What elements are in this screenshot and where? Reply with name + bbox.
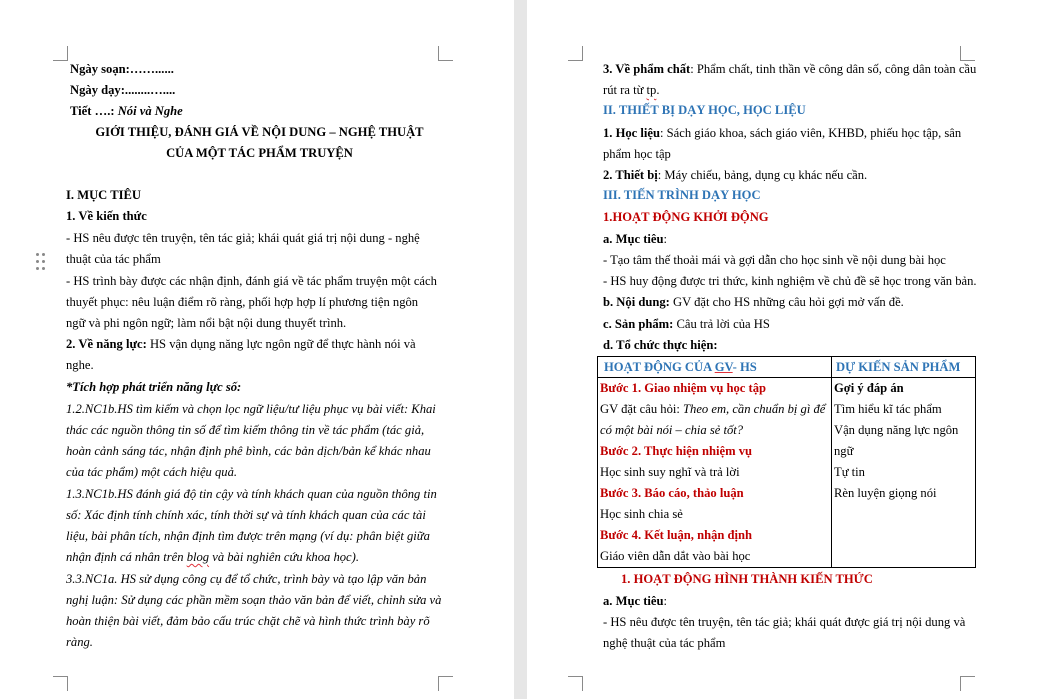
text-run: : (663, 594, 668, 608)
cell-line: có một bài nói – chia sẻ tốt? (600, 423, 744, 437)
paragraph-line: nghe. (66, 358, 94, 372)
paragraph-line (66, 549, 359, 565)
header-text: DỰ KIẾN SẢN PHẨM (836, 360, 961, 374)
san-pham-label: c. Sản phẩm: (603, 317, 674, 331)
section-heading: III. TIẾN TRÌNH DẠY HỌC (603, 188, 761, 202)
table-row (598, 378, 976, 568)
table-header-cell (598, 357, 832, 378)
paragraph-line (66, 336, 416, 352)
section-heading: I. MỤC TIÊU (66, 188, 141, 202)
header-text (598, 357, 831, 377)
tiet-value: Nói và Nghe (117, 104, 183, 118)
thiet-bi-label: 2. Thiết bị (603, 168, 658, 182)
paragraph-line: 1.3.NC1b.HS đánh giá độ tin cậy và tính khách quan của nguồn thông tin (66, 487, 437, 501)
section-heading: II. THIẾT BỊ DẠY HỌC, HỌC LIỆU (603, 103, 806, 117)
paragraph-line (603, 61, 976, 77)
paragraph-line (603, 294, 904, 310)
paragraph-line (603, 231, 667, 247)
activity-heading: 1.HOẠT ĐỘNG KHỞI ĐỘNG (603, 210, 769, 224)
cell-line: Rèn luyện giọng nói (834, 486, 937, 500)
page-gutter (514, 0, 527, 699)
paragraph-line: - Tạo tâm thế thoải mái và gợi dẫn cho học sinh về nội dung bài học (603, 253, 946, 267)
paragraph-line: hoàn cảnh sáng tác, nhận định phê bình, các bản dịch/bản kể khác nhau (66, 444, 431, 458)
text-run: GV đặt cho HS những câu hỏi gợi mở vấn đề. (669, 295, 904, 309)
text-run: GV (714, 360, 733, 374)
text-run: và bài nghiên cứu khoa học). (209, 550, 359, 564)
step-heading: Bước 3. Báo cáo, thảo luận (600, 486, 744, 500)
subheading: *Tích hợp phát triển năng lực số: (66, 380, 242, 394)
cell-heading: Gợi ý đáp án (834, 381, 904, 395)
text-run: Theo em, cần chuẩn bị gì để (683, 402, 826, 416)
nang-luc-label: 2. Về năng lực: (66, 337, 147, 351)
table-cell (832, 378, 976, 568)
paragraph-line (603, 593, 667, 609)
activity-heading: 1. HOẠT ĐỘNG HÌNH THÀNH KIẾN THỨC (621, 572, 873, 586)
cell-line: Vận dụng năng lực ngôn (834, 423, 959, 437)
cell-line: ngữ (834, 444, 854, 458)
paragraph-line (603, 167, 867, 183)
nang-luc-text: HS vận dụng năng lực ngôn ngữ để thực hành nói và (146, 337, 416, 351)
paragraph-line: phẩm học tập (603, 147, 671, 161)
table-header-cell (832, 357, 976, 378)
paragraph-line: nghị luận: Sử dụng các phần mềm soạn thảo văn bản để viết, chỉnh sửa và (66, 593, 442, 607)
doc-title-line-1: GIỚI THIỆU, ĐÁNH GIÁ VỀ NỘI DUNG – NGHỆ THUẬT (95, 125, 424, 139)
text-run: GV đặt câu hỏi: (600, 402, 684, 416)
paragraph-line: ngữ và phi ngôn ngữ; làm nổi bật nội dung thuyết trình. (66, 316, 347, 330)
paragraph-line: - HS trình bày được các nhận định, đánh giá về tác phẩm truyện một cách (66, 274, 437, 288)
cell-line: Tự tin (834, 465, 865, 479)
text-run: : (663, 232, 668, 246)
text-run: - HS (732, 360, 757, 374)
paragraph-line: 1.2.NC1b.HS tìm kiếm và chọn lọc ngữ liệu/tư liệu phục vụ bài viết: Khai (66, 402, 436, 416)
text-run: nhận định cá nhân trên (66, 550, 187, 564)
muc-tieu-label: a. Mục tiêu (603, 594, 664, 608)
spellcheck-word[interactable]: tp (646, 83, 657, 97)
ngay-day: Ngày dạy:........….... (70, 83, 176, 97)
paragraph-line: ràng. (66, 635, 93, 649)
paragraph-line: hoàn thiện bài viết, đảm bảo cấu trúc chặt chẽ và hình thức trình bày rõ (66, 614, 430, 628)
activity-table (597, 356, 976, 568)
step-heading: Bước 4. Kết luận, nhận định (600, 528, 753, 542)
paragraph-line: số: Xác định tính chính xác, tính thời sự và tính khách quan của các tài (66, 508, 426, 522)
document-page-left (0, 0, 514, 699)
text-run: rút ra từ (603, 83, 647, 97)
noi-dung-label: b. Nội dung: (603, 295, 670, 309)
text-run: : Máy chiếu, bảng, dụng cụ khác nếu cần. (657, 168, 868, 182)
paragraph-line: thuật của tác phẩm (66, 252, 161, 266)
document-page-right (527, 0, 1041, 699)
crop-mark (53, 46, 68, 61)
text-run: : Sách giáo khoa, sách giáo viên, KHBD, phiếu học tập, sân (660, 126, 962, 140)
cell-line: Tìm hiểu kĩ tác phẩm (834, 402, 942, 416)
paragraph-line: - HS nêu được tên truyện, tên tác giả; khái quát được giá trị nội dung và (603, 615, 966, 629)
text-run: . (656, 83, 660, 97)
pham-chat-label: 3. Về phẩm chất (603, 62, 691, 76)
muc-tieu-label: a. Mục tiêu (603, 232, 664, 246)
paragraph-line (603, 316, 770, 332)
cell-line: Giáo viên dẫn dắt vào bài học (600, 549, 751, 563)
paragraph-line (603, 82, 660, 98)
paragraph-line (603, 125, 961, 141)
tiet-label: Tiết ….: (70, 104, 118, 118)
paragraph-line: thuyết phục: nêu luận điểm rõ ràng, phối hợp hợp lí phương tiện ngôn (66, 295, 419, 309)
cell-line (598, 399, 831, 420)
tiet-line (70, 103, 183, 119)
crop-mark (568, 46, 583, 61)
text-run: HOẠT ĐỘNG CỦA (604, 360, 715, 374)
paragraph-line: - HS nêu được tên truyện, tên tác giả; khái quát giá trị nội dung - nghệ (66, 231, 420, 245)
cell-line: Học sinh suy nghĩ và trả lời (600, 465, 740, 479)
text-run: Câu trả lời của HS (673, 317, 770, 331)
drag-handle-icon[interactable] (36, 253, 46, 271)
text-run: : Phẩm chất, tinh thần về công dân số, công dân toàn cầu (690, 62, 977, 76)
paragraph-line: - HS huy động được tri thức, kinh nghiệm về chủ đề sẽ học trong văn bản. (603, 274, 977, 288)
table-cell (598, 378, 832, 568)
step-heading: Bước 2. Thực hiện nhiệm vụ (600, 444, 753, 458)
doc-title-line-2: CỦA MỘT TÁC PHẨM TRUYỆN (166, 146, 353, 160)
paragraph-line: nghệ thuật của tác phẩm (603, 636, 726, 650)
hoc-lieu-label: 1. Học liệu (603, 126, 661, 140)
table-header-row (598, 357, 976, 378)
crop-mark (960, 676, 975, 691)
crop-mark (960, 46, 975, 61)
paragraph-line: d. Tổ chức thực hiện: (603, 338, 718, 352)
paragraph-line: liệu, bài phân tích, nhận định tìm được trên mạng (ví dụ: phân biệt giữa (66, 529, 430, 543)
paragraph-line: 3.3.NC1a. HS sử dụng công cụ để tổ chức, trình bày và tạo lập văn bản (66, 572, 427, 586)
crop-mark (438, 676, 453, 691)
ngay-soan: Ngày soạn:……...... (70, 62, 174, 76)
cell-line: Học sinh chia sẻ (600, 507, 683, 521)
crop-mark (568, 676, 583, 691)
crop-mark (438, 46, 453, 61)
paragraph-line: thác các nguồn thông tin số để tìm kiếm thông tin về tác phẩm (tác giả, (66, 423, 425, 437)
spellcheck-word[interactable]: blog (186, 550, 210, 564)
subheading: 1. Về kiến thức (66, 209, 147, 223)
paragraph-line: của tác phẩm) một cách hiệu quả. (66, 465, 238, 479)
crop-mark (53, 676, 68, 691)
step-heading: Bước 1. Giao nhiệm vụ học tập (600, 381, 767, 395)
